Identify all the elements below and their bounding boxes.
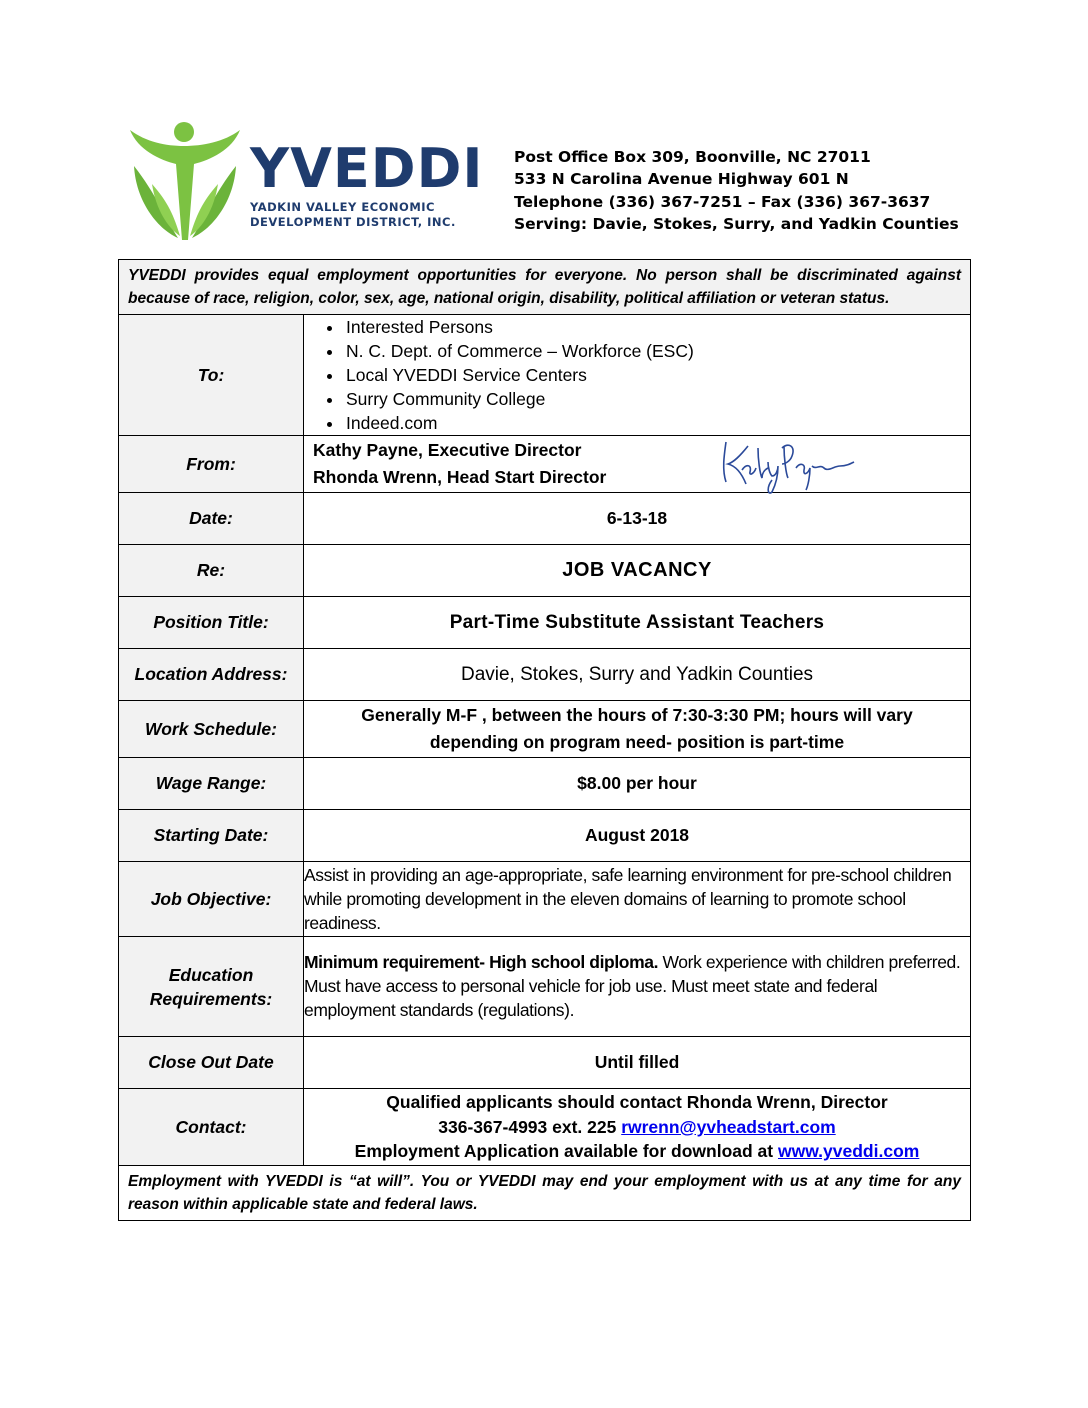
application-text: Employment Application available for download at <box>354 1141 778 1162</box>
recipient-list <box>304 315 970 435</box>
address-line-4: Serving: Davie, Stokes, Surry, and Yadkin Counties <box>514 214 959 233</box>
from-value <box>304 436 971 493</box>
location-value: Davie, Stokes, Surry and Yadkin Counties <box>304 649 971 701</box>
objective-value: Assist in providing an age-appropriate, safe learning environment for pre-school children while promoting development in the eleven domains of learning to promote school readiness. <box>304 862 971 937</box>
location-label: Location Address: <box>119 649 304 701</box>
recipient-item: • Indeed.com <box>344 411 970 435</box>
address-line-3: Telephone (336) 367-7251 – Fax (336) 367-3637 <box>514 192 931 211</box>
logo-subtitle-line2: DEVELOPMENT DISTRICT, INC. <box>250 215 456 229</box>
yveddi-logo <box>126 120 484 242</box>
position-title: Part-Time Substitute Assistant Teachers <box>304 597 971 649</box>
contact-line-1 <box>304 1090 970 1115</box>
recipient-item: • Surry Community College <box>344 387 970 411</box>
re-label: Re: <box>119 545 304 597</box>
eeo-notice: YVEDDI provides equal employment opportunities for everyone. No person shall be discriminated against because of race, religion, color, sex, age, national origin, disability, political affiliation or veteran status. <box>119 260 971 315</box>
starting-date-label: Starting Date: <box>119 810 304 862</box>
from-label: From: <box>119 436 304 493</box>
from-line-2: Rhonda Wrenn, Head Start Director <box>313 467 607 487</box>
contact-phone: 336-367-4993 ext. 225 <box>438 1116 622 1137</box>
education-details: Work experience with children preferred. Must have access to personal vehicle for job use. Must meet state and federal employment standards (regulations). <box>304 952 961 1020</box>
qualified-applicants: Qualified applicants <box>386 1092 553 1113</box>
contact-label: Contact: <box>119 1089 304 1166</box>
education-label-line-1: Education <box>168 964 254 985</box>
recipient-item: • N. C. Dept. of Commerce – Workforce (ESC) <box>344 339 970 363</box>
objective-label: Job Objective: <box>119 862 304 937</box>
education-label <box>119 937 304 1037</box>
from-line-1: Kathy Payne, Executive Director <box>313 440 582 460</box>
at-will-notice: Employment with YVEDDI is “at will”. You or YVEDDI may end your employment with us at any time for any reason within applicable state and federal laws. <box>119 1166 971 1221</box>
date-label: Date: <box>119 493 304 545</box>
address-line-1: Post Office Box 309, Boonville, NC 27011 <box>514 148 871 166</box>
recipient-item: • Interested Persons <box>344 315 970 339</box>
education-label-line-2: Requirements: <box>149 988 273 1009</box>
schedule-line-2: depending on program need- position is part-time <box>429 732 845 752</box>
website-link[interactable]: www.yveddi.com <box>777 1141 920 1162</box>
position-label: Position Title: <box>119 597 304 649</box>
contact-value <box>304 1089 971 1166</box>
address-block <box>514 146 959 235</box>
closeout-value: Until filled <box>304 1037 971 1089</box>
closeout-label: Close Out Date <box>119 1037 304 1089</box>
contact-line-2 <box>304 1115 970 1140</box>
wage-value: $8.00 per hour <box>304 758 971 810</box>
wage-label: Wage Range: <box>119 758 304 810</box>
email-link[interactable]: rwrenn@yvheadstart.com <box>621 1116 836 1137</box>
logo-subtitle-line1: YADKIN VALLEY ECONOMIC <box>250 200 435 214</box>
to-label: To: <box>119 315 304 436</box>
address-line-2: 533 N Carolina Avenue Highway 601 N <box>514 170 849 189</box>
starting-date-value: August 2018 <box>304 810 971 862</box>
schedule-label: Work Schedule: <box>119 701 304 758</box>
contact-director: should contact Rhonda Wrenn, Director <box>552 1092 888 1113</box>
job-vacancy-table <box>118 259 971 1221</box>
contact-line-3 <box>304 1139 970 1164</box>
recipient-item: • Local YVEDDI Service Centers <box>344 363 970 387</box>
schedule-value <box>304 701 971 758</box>
date-value: 6-13-18 <box>304 493 971 545</box>
signature-image <box>712 434 857 496</box>
education-value <box>304 937 971 1037</box>
to-recipients <box>304 315 971 436</box>
people-leaves-logo-icon <box>126 120 246 242</box>
schedule-line-1: Generally M-F , between the hours of 7:30-3:30 PM; hours will vary <box>361 705 913 725</box>
education-minimum: Minimum requirement- High school diploma. <box>304 952 659 972</box>
re-value: JOB VACANCY <box>304 545 971 597</box>
logo-wordmark: YVEDDI <box>250 137 484 200</box>
